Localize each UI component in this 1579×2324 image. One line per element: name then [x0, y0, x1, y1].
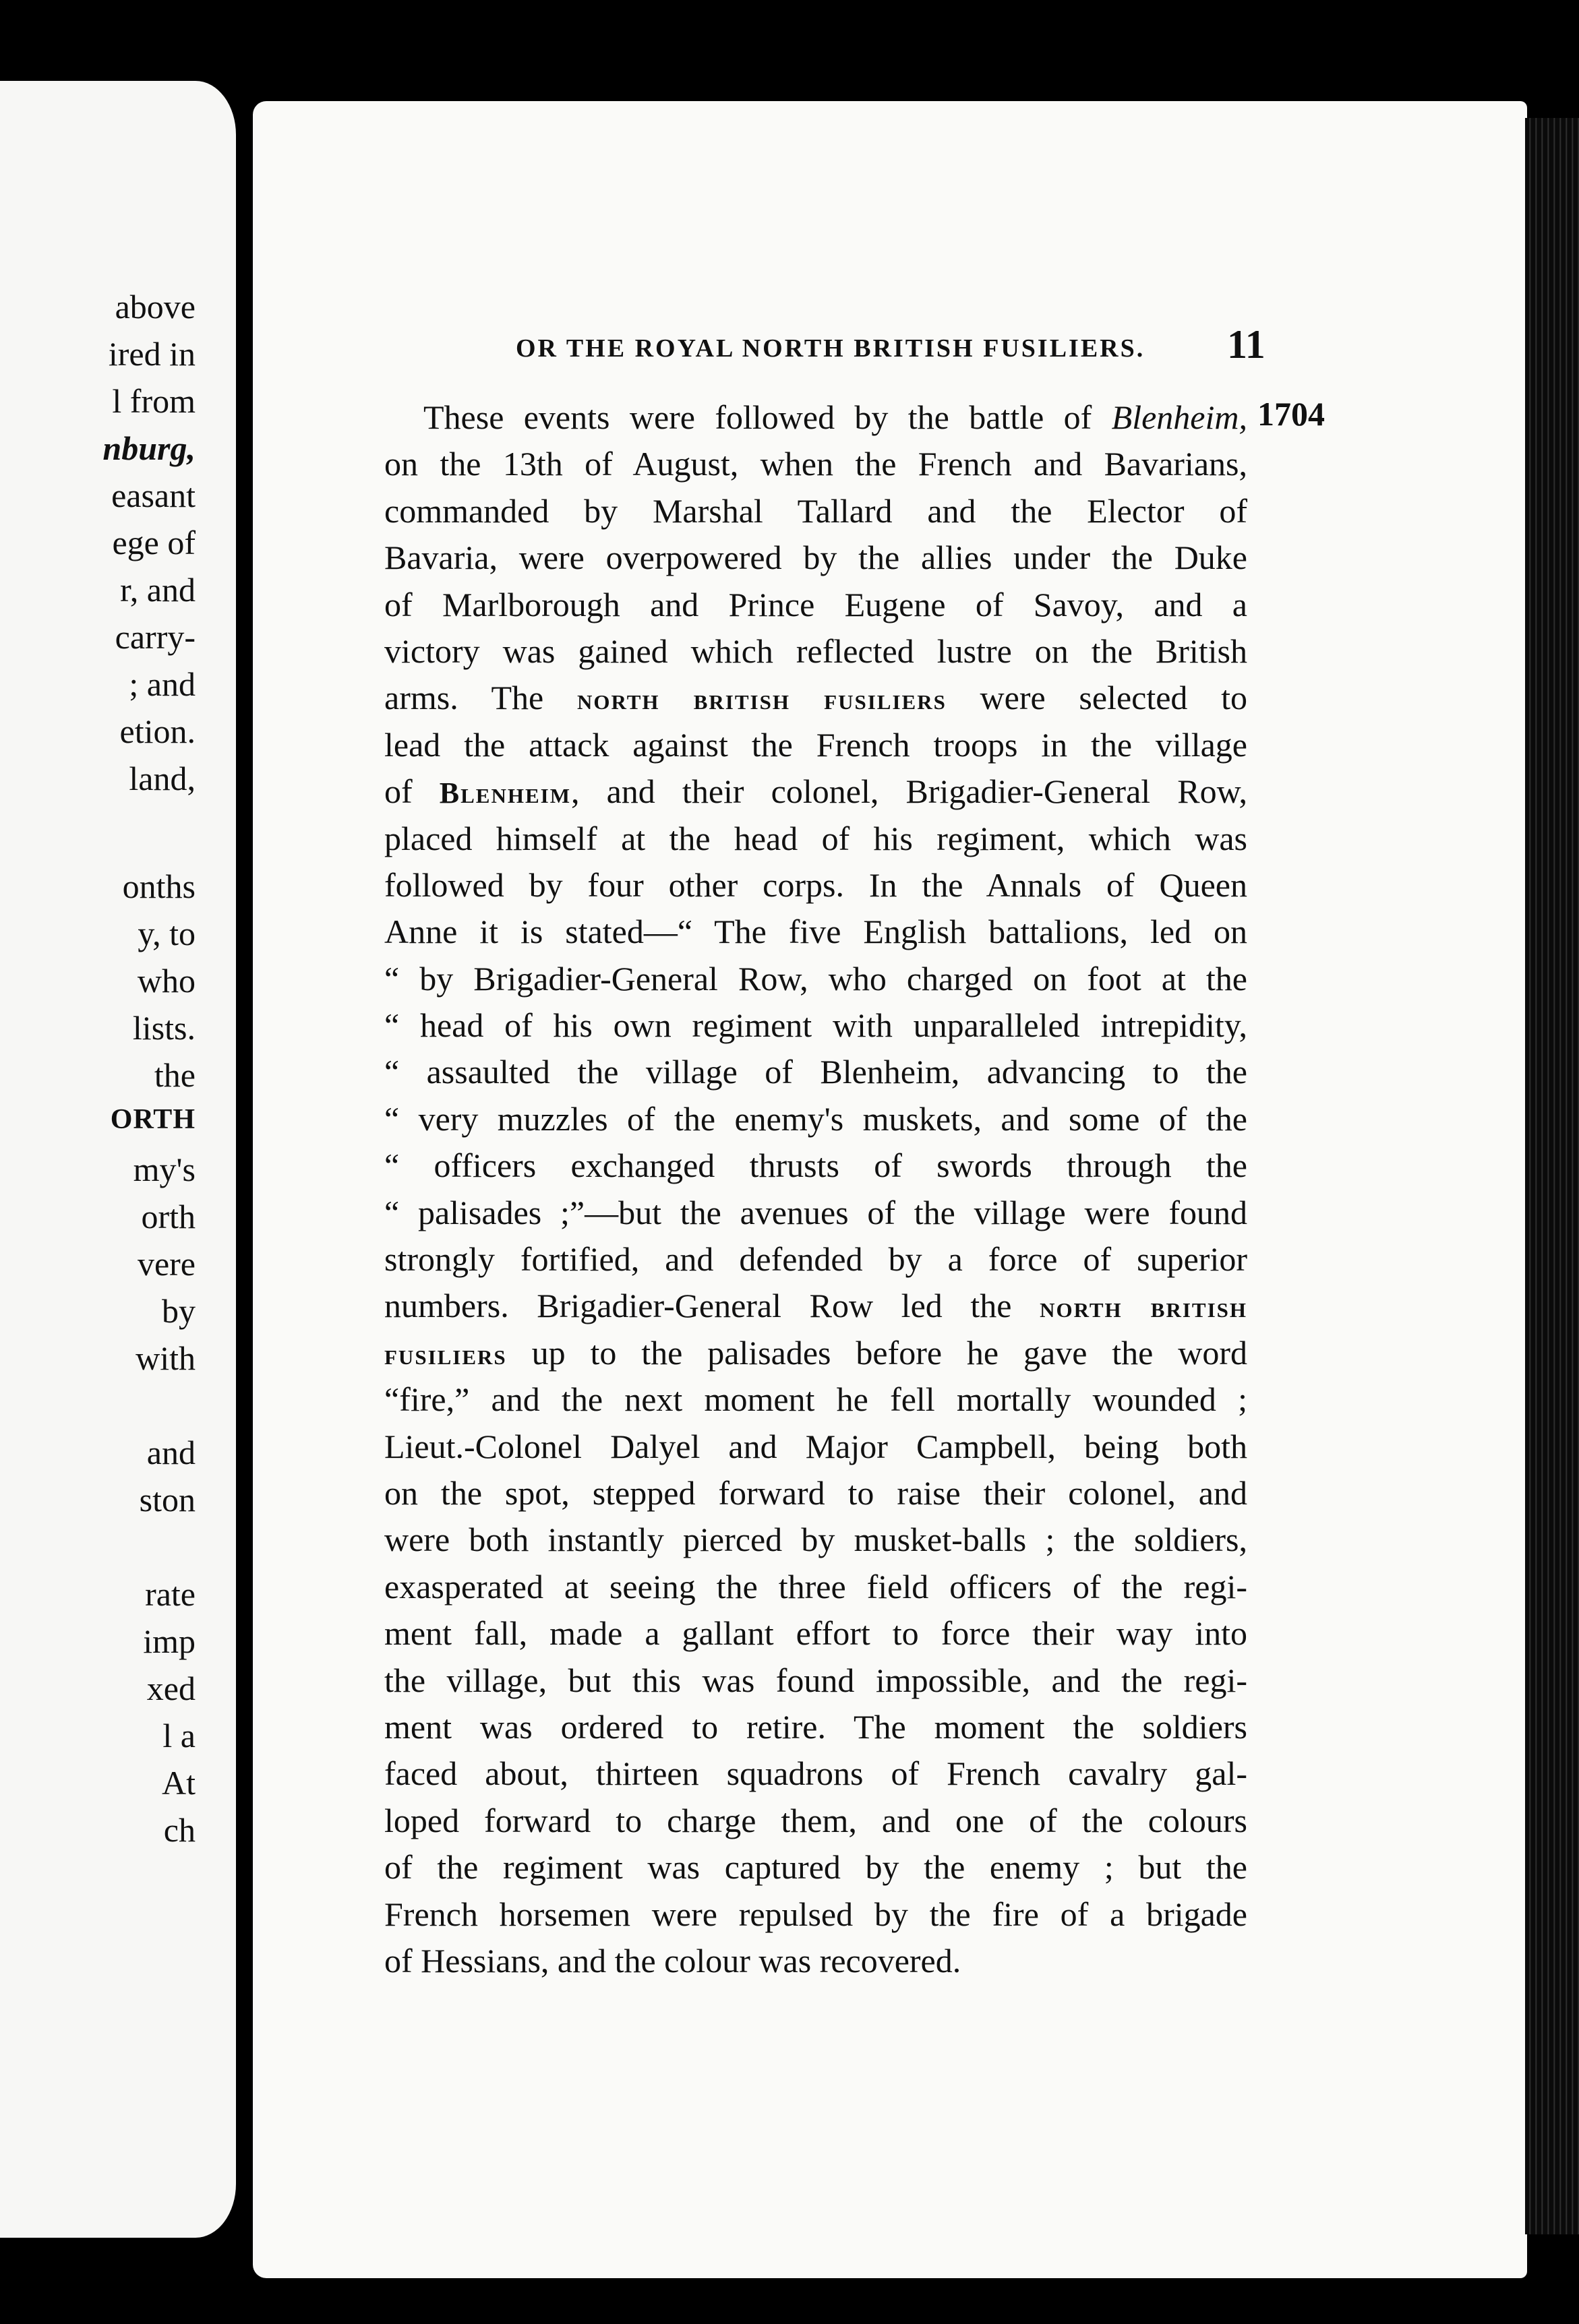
text-line [384, 1938, 1247, 1984]
text-line [384, 1564, 1247, 1610]
text-line [384, 1750, 1247, 1797]
facing-page-text: who [137, 962, 196, 1000]
text-line [384, 1049, 1247, 1095]
facing-page-text: lists. [132, 1009, 196, 1047]
text-line [384, 768, 1247, 815]
text-segment: arms. The [384, 679, 577, 717]
text-segment: Bavaria, were overpowered by the allies under the Duke [384, 539, 1247, 577]
text-line [384, 1376, 1247, 1423]
text-line [384, 1190, 1247, 1236]
text-segment: Anne it is stated—“ The five English battalions, led on [384, 913, 1247, 951]
running-head: OR THE ROYAL NORTH BRITISH FUSILIERS. [516, 334, 1145, 363]
facing-page-text: l a [162, 1717, 196, 1754]
text-segment: Lieut.-Colonel Dalyel and Major Campbell, being both [384, 1427, 1247, 1465]
text-segment: of Hessians, and the colour was recovered. [384, 1941, 961, 1980]
text-segment: numbers. Brigadier-General Row led the [384, 1287, 1040, 1325]
text-segment: commanded by Marshal Tallard and the Elector of [384, 491, 1247, 530]
facing-page-text: ORTH [110, 1104, 196, 1135]
text-segment: lead the attack against the French troops in the village [384, 725, 1247, 764]
text-line [384, 1283, 1247, 1329]
facing-page-text: my's [133, 1151, 196, 1188]
text-segment: , and their colonel, Brigadier-General Row, [570, 772, 1247, 811]
facing-page-text: ch [163, 1811, 196, 1849]
facing-page-text: l from [112, 382, 196, 420]
small-caps-text: north british [1040, 1291, 1247, 1324]
facing-page-text: y, to [138, 915, 196, 952]
text-line [384, 1142, 1247, 1189]
text-line [384, 1330, 1247, 1376]
text-segment: “ by Brigadier-General Row, who charged on foot at the [384, 959, 1247, 998]
text-segment: “ palisades ;”—but the avenues of the village were found [384, 1193, 1247, 1231]
text-segment: “ assaulted the village of Blenheim, advancing to the [384, 1053, 1247, 1091]
text-segment: strongly fortified, and defended by a force of superior [384, 1240, 1247, 1279]
facing-page-text: etion. [119, 712, 196, 750]
text-line [384, 1002, 1247, 1049]
book-page [253, 101, 1527, 2278]
facing-page-text: rate [145, 1575, 196, 1613]
text-line [384, 1236, 1247, 1283]
small-caps-text: Blenheim [439, 776, 571, 810]
small-caps-text: north british fusiliers [576, 683, 947, 716]
page-header [253, 322, 1527, 381]
text-segment: ment was ordered to retire. The moment the soldiers [384, 1707, 1247, 1746]
facing-page-text: ston [139, 1481, 196, 1519]
facing-page-text: imp [143, 1622, 196, 1660]
text-segment: faced about, thirteen squadrons of French cavalry gal- [384, 1754, 1247, 1793]
margin-year-note: 1704 [1257, 395, 1325, 433]
facing-page-text: carry- [115, 618, 196, 656]
text-segment: “fire,” and the next moment he fell mortally wounded ; [384, 1380, 1247, 1419]
text-line [384, 1470, 1247, 1517]
body-text [384, 394, 1247, 1984]
text-line [384, 862, 1247, 909]
text-segment: of the regiment was captured by the enemy ; but the [384, 1848, 1247, 1887]
text-line [384, 394, 1247, 441]
facing-page-fragment [0, 81, 236, 2238]
text-segment: “ very muzzles of the enemy's muskets, and some of the [384, 1099, 1247, 1138]
text-line [384, 1704, 1247, 1750]
text-segment: followed by four other corps. In the Annals of Queen [384, 865, 1247, 904]
facing-page-text: nburg, [102, 429, 196, 467]
text-segment: placed himself at the head of his regiment, which was [384, 819, 1247, 857]
text-line [384, 1610, 1247, 1657]
text-segment: up to the palisades before he gave the word [506, 1333, 1247, 1372]
facing-page-text: by [162, 1292, 196, 1330]
text-line [384, 1096, 1247, 1142]
text-line [384, 534, 1247, 581]
text-segment: on the 13th of August, when the French and Bavarians, [384, 445, 1247, 483]
text-line [384, 722, 1247, 768]
text-line [384, 1517, 1247, 1563]
text-segment: These events were followed by the battle of [423, 398, 1112, 436]
facing-page-text: above [115, 288, 196, 326]
text-line [384, 1798, 1247, 1844]
text-segment: on the spot, stepped forward to raise their colonel, and [384, 1473, 1247, 1512]
page-number: 11 [1227, 322, 1265, 367]
text-line [384, 1891, 1247, 1938]
text-line [384, 628, 1247, 675]
italic-text: Blenheim, [1111, 398, 1247, 436]
text-segment: “ officers exchanged thrusts of swords through the [384, 1146, 1247, 1185]
text-line [384, 1657, 1247, 1704]
facing-page-text: At [162, 1764, 196, 1802]
facing-page-text: ; and [129, 665, 196, 703]
facing-page-text: with [136, 1339, 196, 1377]
facing-page-text: orth [141, 1198, 196, 1235]
text-segment: were selected to [946, 679, 1248, 717]
text-line [384, 441, 1247, 487]
text-line [384, 1424, 1247, 1470]
facing-page-text: vere [137, 1245, 196, 1283]
text-segment: ment fall, made a gallant effort to force their way into [384, 1614, 1247, 1653]
text-segment: of Marlborough and Prince Eugene of Savoy, and a [384, 585, 1247, 623]
text-line [384, 1844, 1247, 1891]
text-line [384, 909, 1247, 955]
facing-page-text: ege of [112, 524, 196, 561]
text-line [384, 488, 1247, 534]
text-line [384, 582, 1247, 628]
text-segment: loped forward to charge them, and one of the colours [384, 1801, 1247, 1839]
text-segment: the village, but this was found impossible, and the regi- [384, 1661, 1247, 1699]
text-line [384, 675, 1247, 721]
facing-page-text: and [146, 1434, 196, 1471]
small-caps-text: fusiliers [384, 1337, 507, 1371]
facing-page-text: ired in [108, 335, 196, 373]
text-segment: of [384, 772, 440, 811]
text-line [384, 816, 1247, 862]
text-segment: exasperated at seeing the three field officers of the regi- [384, 1567, 1247, 1606]
text-segment: French horsemen were repulsed by the fire of a brigade [384, 1895, 1247, 1933]
text-segment: were both instantly pierced by musket-balls ; the soldiers, [384, 1521, 1247, 1559]
facing-page-text: xed [146, 1670, 196, 1707]
text-segment: “ head of his own regiment with unparalleled intrepidity, [384, 1006, 1247, 1045]
facing-page-text: onths [122, 867, 196, 905]
facing-page-text: r, and [120, 571, 196, 609]
facing-page-text: land, [129, 760, 196, 797]
text-segment: victory was gained which reflected lustre on the British [384, 632, 1247, 670]
facing-page-text: the [154, 1056, 196, 1094]
text-line [384, 956, 1247, 1002]
page-edge-stack [1525, 118, 1579, 2234]
facing-page-text: easant [111, 477, 196, 514]
